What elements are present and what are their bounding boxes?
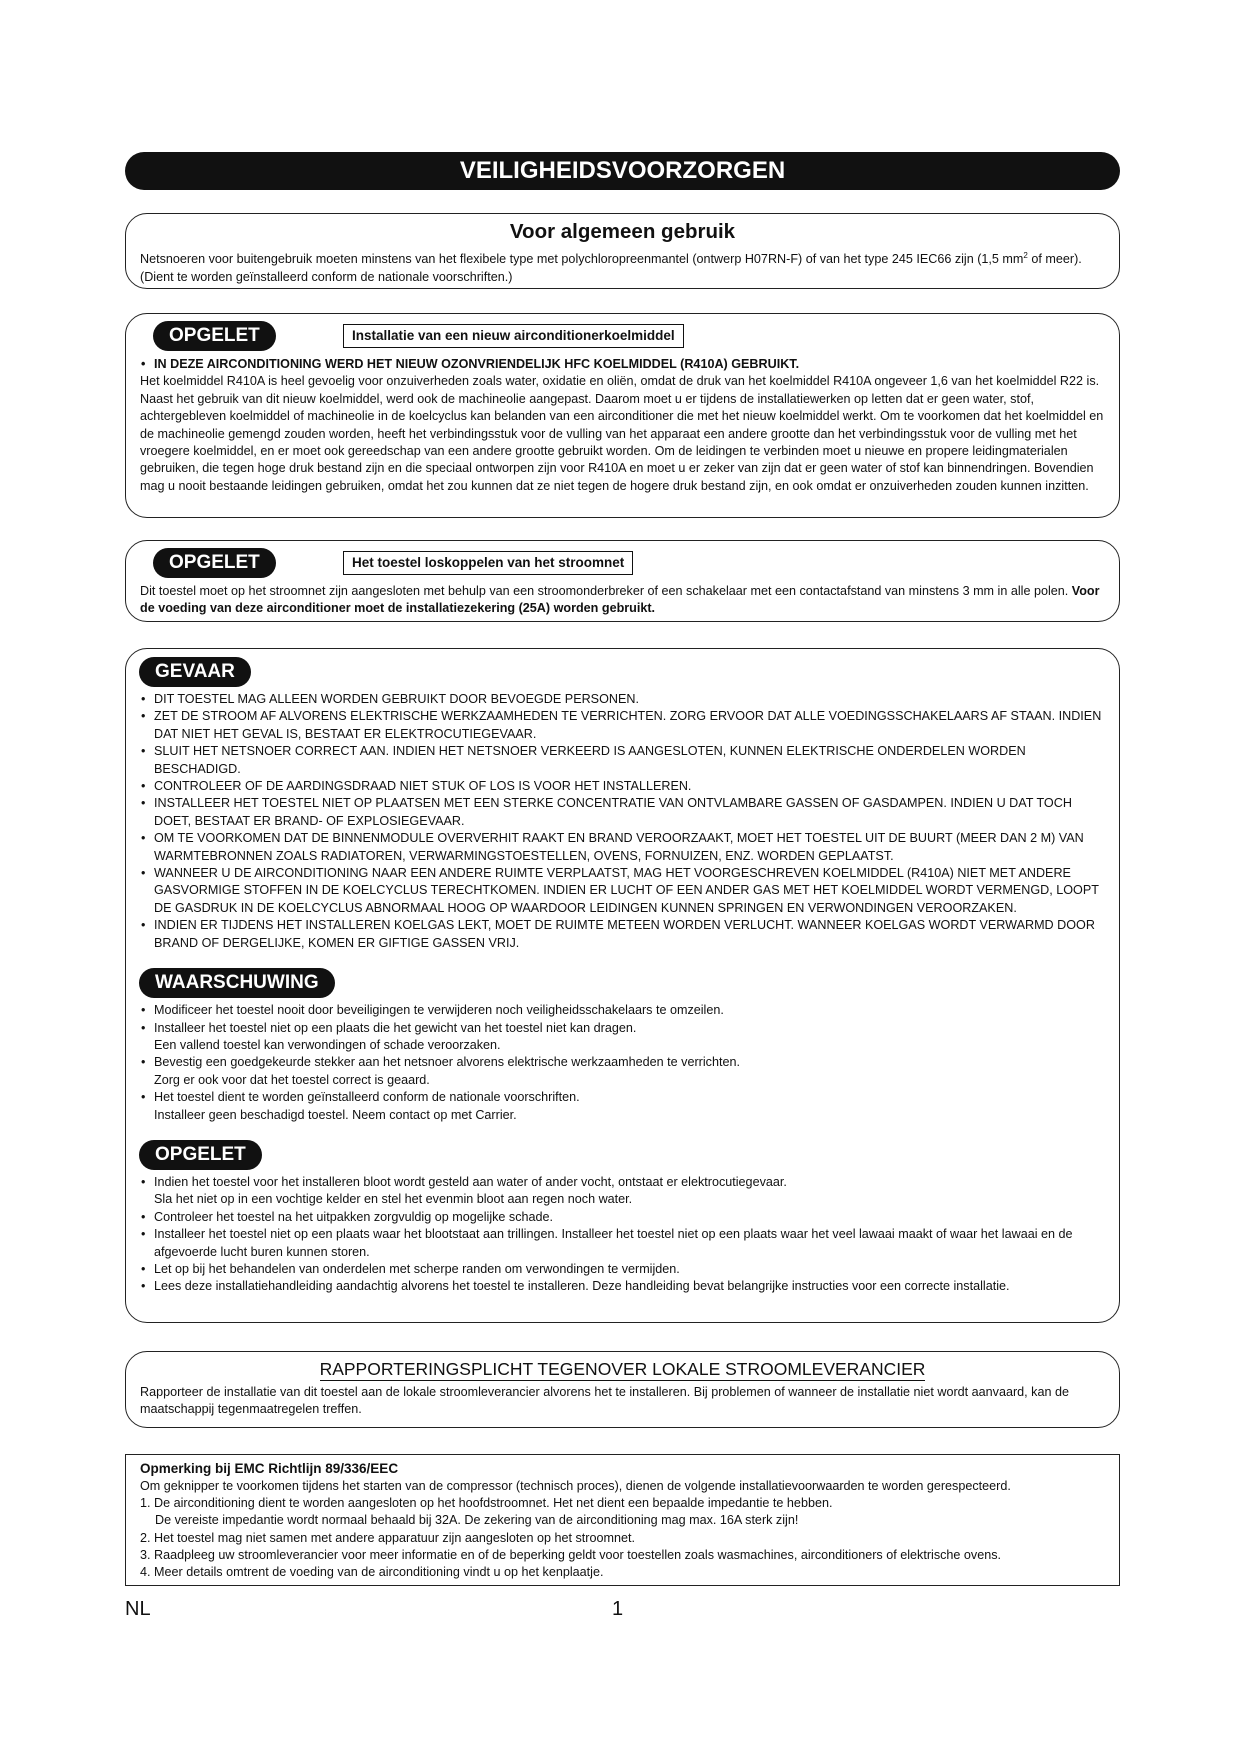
list-item: • SLUIT HET NETSNOER CORRECT AAN. INDIEN HET NETSNOER VERKEERD IS AANGESLOTEN, KUNNEN ELEKTRISCHE ONDERDELEN WORDEN BESCHADIGD. (140, 743, 1105, 778)
reporting-box (125, 1351, 1120, 1428)
caution-disconnect-box (125, 540, 1120, 622)
list-item: • Controleer het toestel na het uitpakken zorgvuldig op mogelijke schade. (140, 1209, 1105, 1226)
warning-list (140, 1002, 1105, 1124)
caution-refrigerant-box (125, 313, 1120, 518)
emc-item-3: 3. Raadpleeg uw stroomleverancier voor meer informatie en of de beperking geldt voor toestellen zoals wasmachines, airconditioners of elektrische ovens. (140, 1547, 1002, 1562)
page-title: VEILIGHEIDSVOORZORGEN (125, 152, 1120, 190)
list-item: • INDIEN ER TIJDENS HET INSTALLEREN KOELGAS LEKT, MOET DE RUIMTE METEEN WORDEN VERLUCHT. WANNEER KOELGAS WORDT VERWARMD DOOR BRAND OF DERGELIJKE, KOMEN ER GIFTIGE GASSEN VRIJ. (140, 917, 1105, 952)
list-item: • OM TE VOORKOMEN DAT DE BINNENMODULE OVERVERHIT RAAKT EN BRAND VEROORZAAKT, MOET HET TOESTEL UIT DE BUURT (MEER DAN 2 M) VAN WARMTEBRONNEN ZOALS RADIATOREN, VERWARMINGSTOESTELLEN, OVENS, FORNUIZEN, ENZ. WORDEN GEPLAATST. (140, 830, 1105, 865)
language-code: NL (125, 1598, 151, 1620)
caution-general-list (140, 1174, 1105, 1296)
reporting-heading: RAPPORTERINGSPLICHT TEGENOVER LOKALE STROOMLEVERANCIER (319, 1359, 926, 1379)
page-number: 1 (612, 1598, 624, 1620)
general-use-text: Netsnoeren voor buitengebruik moeten minstens van het flexibele type met polychloropreenmantel (ontwerp H07RN-F) of van het type 245 IEC66 zijn (1,5 $mm^2$ of meer). (Dient te worden geïnstalleerd conform de nationale voorschriften.) (140, 251, 1082, 284)
caution-refrigerant-body: Het koelmiddel R410A is heel gevoelig voor onzuiverheden zoals water, oxidatie en oliën, omdat de druk van het koelmiddel R410A ongeveer 1,6 van het koelmiddel R22 is. Naast het gebruik van dit nieuw koelmiddel, werd ook de machineolie aangepast. Daarom moet u er tijdens de installatiewerken op letten dat er geen water, stof, achtergebleven koelmiddel of machineolie in de koelcyclus kan belanden van een airconditioner die met het nieuw koelmiddel werkt. Om te voorkomen dat het koelmiddel en de machineolie gemengd zouden worden, heeft het verbindingsstuk voor de vulling van het apparaat een andere grootte dan het verbindingsstuk voor de vulling met het vroegere koelmiddel, en er moet ook gereedschap van een andere grootte gebruikt worden. Om de leidingen te verbinden moet u nieuwe en propere leidingmaterialen gebruiken, die tegen hoge druk bestand zijn en die speciaal ontworpen zijn voor R410A en moet u er zeker van zijn dat er geen water of stof kan binnendringen. Bovendien mag u nooit bestaande leidingen gebruiken, omdat het zou kunnen dat ze niet tegen de hogere druk bestand zijn, en ook omdat er onzuiverheden zouden kunnen inzitten. (140, 374, 1104, 493)
caution-refrigerant-label: Installatie van een nieuw airconditionerkoelmiddel (343, 324, 684, 348)
caution-refrigerant-list (140, 356, 1105, 373)
caution-disconnect-body: Dit toestel moet op het stroomnet zijn aangesloten met behulp van een stroomonderbreker of een schakelaar met een contactafstand van minstens 3 mm in alle polen. Voor de voeding van deze airconditioner moet de installatiezekering (25A) worden gebruikt. (140, 584, 1100, 616)
list-item: • Het toestel dient te worden geïnstalleerd conform de nationale voorschriften. Installeer geen beschadigd toestel. Neem contact op met Carrier. (140, 1089, 1105, 1124)
emc-intro: Om geknipper te voorkomen tijdens het starten van de compressor (technisch proces), dienen de volgende installatievoorwaarden te worden gerespecteerd. (140, 1479, 1011, 1493)
caution-badge: OPGELET (153, 548, 276, 578)
list-item: • Modificeer het toestel nooit door beveiligingen te verwijderen noch veiligheidsschakelaars te omzeilen. (140, 1002, 1105, 1019)
emc-item-4: 4. Meer details omtrent de voeding van de airconditioning vindt u op het kenplaatje. (140, 1565, 604, 1580)
emc-item-1: 1. De airconditioning dient te worden aangesloten op het hoofdstroomnet. Het net dient een bepaalde impedantie te hebben. (140, 1496, 833, 1511)
danger-badge: GEVAAR (139, 657, 251, 687)
caution-badge: OPGELET (139, 1140, 262, 1170)
list-item: • ZET DE STROOM AF ALVORENS ELEKTRISCHE WERKZAAMHEDEN TE VERRICHTEN. ZORG ERVOOR DAT ALLE VOEDINGSSCHAKELAARS AF STAAN. INDIEN DAT NIET HET GEVAL IS, BESTAAT ER ELEKTROCUTIEGEVAAR. (140, 708, 1105, 743)
emc-item-1-cont: De vereiste impedantie wordt normaal behaald bij 32A. De zekering van de airconditioning mag max. 16A sterk zijn! (155, 1513, 799, 1528)
list-item: • Lees deze installatiehandleiding aandachtig alvorens het toestel te installeren. Deze handleiding bevat belangrijke instructies voor een correcte installatie. (140, 1278, 1105, 1295)
general-use-heading: Voor algemeen gebruik (509, 220, 736, 243)
caution-refrigerant-headline: • IN DEZE AIRCONDITIONING WERD HET NIEUW OZONVRIENDELIJK HFC KOELMIDDEL (R410A) GEBRUIKT. (140, 356, 1105, 373)
list-item: • INSTALLEER HET TOESTEL NIET OP PLAATSEN MET EEN STERKE CONCENTRATIE VAN ONTVLAMBARE GASSEN OF GASDAMPEN. INDIEN U DAT TOCH DOET, BESTAAT ER BRAND- OF EXPLOSIEGEVAAR. (140, 795, 1105, 830)
list-item: • Bevestig een goedgekeurde stekker aan het netsnoer alvorens elektrische werkzaamheden te verrichten. Zorg er ook voor dat het toestel correct is geaard. (140, 1054, 1105, 1089)
emc-title: Opmerking bij EMC Richtlijn 89/336/EEC (140, 1461, 399, 1476)
list-item: • WANNEER U DE AIRCONDITIONING NAAR EEN ANDERE RUIMTE VERPLAATST, MAG HET VOORGESCHREVEN KOELMIDDEL (R410A) NIET MET ANDERE GASVORMIGE STOFFEN IN DE KOELCYCLUS TERECHTKOMEN. INDIEN ER LUCHT OF EEN ANDER GAS MET HET KOELMIDDEL WORDT VERMENGD, LOOPT DE GASDRUK IN DE KOELCYCLUS ABNORMAAL HOOG OP WAARDOOR LEIDINGEN KUNNEN SPRINGEN EN VERWONDINGEN VEROORZAKEN. (140, 865, 1105, 917)
warning-badge: WAARSCHUWING (139, 968, 335, 998)
list-item: • Installeer het toestel niet op een plaats die het gewicht van het toestel niet kan dragen. Een vallend toestel kan verwondingen of schade veroorzaken. (140, 1020, 1105, 1055)
emc-note-box (125, 1454, 1120, 1586)
danger-list (140, 691, 1105, 952)
list-item: • DIT TOESTEL MAG ALLEEN WORDEN GEBRUIKT DOOR BEVOEGDE PERSONEN. (140, 691, 1105, 708)
list-item: • CONTROLEER OF DE AARDINGSDRAAD NIET STUK OF LOS IS VOOR HET INSTALLEREN. (140, 778, 1105, 795)
list-item: • Installeer het toestel niet op een plaats waar het blootstaat aan trillingen. Installeer het toestel niet op een plaats waar het veel lawaai maakt of waar het lawaai en de afgevoerde lucht buren kunnen storen. (140, 1226, 1105, 1261)
caution-badge: OPGELET (153, 321, 276, 351)
reporting-text: Rapporteer de installatie van dit toestel aan de lokale stroomleverancier alvorens het te installeren. Bij problemen of wanneer de installatie niet wordt aanvaard, kan de maatschappij tegenmaatregelen treffen. (140, 1385, 1069, 1417)
safety-warnings-box (125, 648, 1120, 1323)
list-item: • Let op bij het behandelen van onderdelen met scherpe randen om verwondingen te vermijden. (140, 1261, 1105, 1278)
caution-disconnect-label: Het toestel loskoppelen van het stroomnet (343, 551, 633, 575)
list-item: • Indien het toestel voor het installeren bloot wordt gesteld aan water of ander vocht, ontstaat er elektrocutiegevaar. Sla het niet op in een vochtige kelder en stel het evenmin bloot aan regen noch water. (140, 1174, 1105, 1209)
general-use-box (125, 213, 1120, 289)
emc-item-2: 2. Het toestel mag niet samen met andere apparatuur zijn aangesloten op het stroomnet. (140, 1530, 635, 1545)
